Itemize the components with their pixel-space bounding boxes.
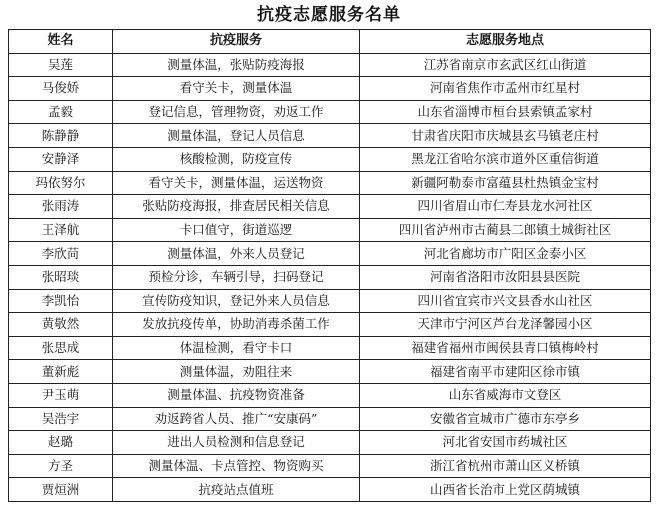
volunteer-table <box>8 29 651 502</box>
cell-service: 进出人员检测和信息登记 <box>113 431 360 455</box>
cell-service: 测量体温、卡点管控、物资购买 <box>113 454 360 478</box>
cell-name: 吴莲 <box>9 53 113 77</box>
cell-name: 马俊娇 <box>9 77 113 101</box>
table-row <box>9 218 651 242</box>
cell-service: 测量体温，张贴防疫海报 <box>113 53 360 77</box>
cell-name: 吴浩宇 <box>9 407 113 431</box>
table-row <box>9 478 651 502</box>
cell-name: 玛依努尔 <box>9 171 113 195</box>
column-header-service: 抗疫服务 <box>113 30 360 54</box>
cell-service: 发放抗疫传单，协助消毒杀菌工作 <box>113 313 360 337</box>
cell-location: 黑龙江省哈尔滨市道外区重信街道 <box>360 147 651 171</box>
cell-name: 李凯怡 <box>9 289 113 313</box>
cell-name: 尹玉萌 <box>9 383 113 407</box>
cell-location: 天津市宁河区芦台龙泽馨园小区 <box>360 313 651 337</box>
cell-name: 王泽航 <box>9 218 113 242</box>
cell-name: 黄敬然 <box>9 313 113 337</box>
table-row <box>9 336 651 360</box>
cell-name: 董新彪 <box>9 360 113 384</box>
cell-location: 福建省南平市建阳区徐市镇 <box>360 360 651 384</box>
cell-location: 四川省眉山市仁寿县龙水河社区 <box>360 195 651 219</box>
cell-service: 登记信息，管理物资，劝返工作 <box>113 100 360 124</box>
column-header-location: 志愿服务地点 <box>360 30 651 54</box>
cell-location: 山东省威海市文登区 <box>360 383 651 407</box>
table-row <box>9 407 651 431</box>
table-row <box>9 242 651 266</box>
table-row <box>9 77 651 101</box>
cell-location: 浙江省杭州市萧山区义桥镇 <box>360 454 651 478</box>
table-row <box>9 53 651 77</box>
cell-name: 方圣 <box>9 454 113 478</box>
table-row <box>9 265 651 289</box>
cell-service: 张贴防疫海报，排查居民相关信息 <box>113 195 360 219</box>
cell-name: 安静泽 <box>9 147 113 171</box>
cell-service: 测量体温，登记人员信息 <box>113 124 360 148</box>
cell-service: 卡口值守，街道巡逻 <box>113 218 360 242</box>
table-row <box>9 171 651 195</box>
cell-service: 劝返跨省人员、推广“安康码” <box>113 407 360 431</box>
cell-service: 测量体温、抗疫物资准备 <box>113 383 360 407</box>
cell-location: 河北省安国市药城社区 <box>360 431 651 455</box>
table-row <box>9 289 651 313</box>
cell-location: 江苏省南京市玄武区红山街道 <box>360 53 651 77</box>
cell-name: 陈静静 <box>9 124 113 148</box>
table-row <box>9 431 651 455</box>
cell-name: 赵璐 <box>9 431 113 455</box>
cell-service: 看守关卡，测量体温 <box>113 77 360 101</box>
cell-location: 河南省洛阳市汝阳县县医院 <box>360 265 651 289</box>
cell-name: 张思成 <box>9 336 113 360</box>
cell-location: 河南省焦作市孟州市红星村 <box>360 77 651 101</box>
table-row <box>9 147 651 171</box>
cell-name: 张雨涛 <box>9 195 113 219</box>
cell-service: 抗疫站点值班 <box>113 478 360 502</box>
table-row <box>9 383 651 407</box>
cell-location: 安徽省宣城市广德市东亭乡 <box>360 407 651 431</box>
table-row <box>9 100 651 124</box>
cell-location: 福建省福州市闽侯县青口镇梅岭村 <box>360 336 651 360</box>
cell-location: 山西省长治市上党区荫城镇 <box>360 478 651 502</box>
cell-service: 核酸检测，防疫宣传 <box>113 147 360 171</box>
cell-service: 体温检测，看守卡口 <box>113 336 360 360</box>
cell-service: 宣传防疫知识，登记外来人员信息 <box>113 289 360 313</box>
cell-service: 测量体温，外来人员登记 <box>113 242 360 266</box>
cell-service: 测量体温，劝阻往来 <box>113 360 360 384</box>
table-row <box>9 454 651 478</box>
cell-name: 李欣苘 <box>9 242 113 266</box>
cell-location: 河北省廊坊市广阳区金泰小区 <box>360 242 651 266</box>
cell-location: 四川省泸州市古蔺县二郎镇土城街社区 <box>360 218 651 242</box>
cell-location: 新疆阿勒泰市富蕴县杜热镇金宝村 <box>360 171 651 195</box>
table-row <box>9 360 651 384</box>
cell-location: 甘肃省庆阳市庆城县玄马镇老庄村 <box>360 124 651 148</box>
document-title: 抗疫志愿服务名单 <box>257 5 401 25</box>
cell-location: 四川省宜宾市兴文县香水山社区 <box>360 289 651 313</box>
cell-service: 预检分诊，车辆引导，扫码登记 <box>113 265 360 289</box>
cell-name: 贾烜洲 <box>9 478 113 502</box>
table-row <box>9 124 651 148</box>
column-header-name: 姓名 <box>9 30 113 54</box>
table-row <box>9 195 651 219</box>
cell-name: 张昭琰 <box>9 265 113 289</box>
table-row <box>9 313 651 337</box>
cell-service: 看守关卡，测量体温，运送物资 <box>113 171 360 195</box>
cell-location: 山东省淄博市桓台县索镇孟家村 <box>360 100 651 124</box>
table-header-row <box>9 30 651 54</box>
cell-name: 孟毅 <box>9 100 113 124</box>
